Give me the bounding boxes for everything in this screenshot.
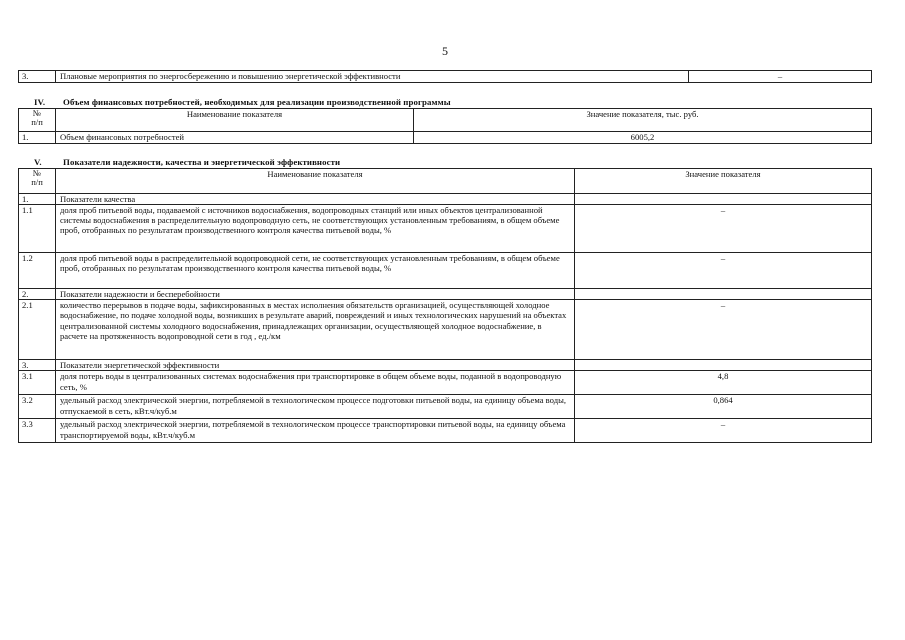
column-header-name: Наименование показателя — [56, 109, 414, 132]
row-value: 0,864 — [575, 395, 872, 419]
row-value: – — [575, 300, 872, 360]
row-value — [575, 289, 872, 300]
table-row — [19, 395, 872, 419]
column-header-number: № п/п — [19, 169, 56, 194]
row-name: доля потерь воды в централизованных системах водоснабжения при транспортировке в общем объеме воды, поданной в водопроводную сеть, % — [56, 371, 575, 395]
column-header-value: Значение показателя — [575, 169, 872, 194]
section-v-table — [18, 168, 872, 443]
row-value — [575, 360, 872, 371]
row-number: 2.1 — [19, 300, 56, 360]
row-name: доля проб питьевой воды в распределительной водопроводной сети, не соответствующих установленным требованиям, в общем объеме проб, отобранных по результатам производственного контроля качества питьевой воды, % — [56, 253, 575, 289]
table-row — [19, 132, 872, 144]
row-number: 3. — [19, 71, 56, 83]
row-name: удельный расход электрической энергии, потребляемой в технологическом процессе транспортировки питьевой воды, на единицу объема транспортируемой воды, кВт.ч/куб.м — [56, 419, 575, 443]
row-name: доля проб питьевой воды, подаваемой с источников водоснабжения, водопроводных станций или иных объектов централизованной системы водоснабжения в распределительную водопроводную сеть, не соответствующих установленным требованиям, в общем объеме проб, отобранных по результатам производственного контроля качества питьевой воды, % — [56, 205, 575, 253]
row-name: Показатели энергетической эффективности — [56, 360, 575, 371]
row-value: – — [689, 71, 872, 83]
table-row — [19, 360, 872, 371]
row-value: 6005,2 — [414, 132, 872, 144]
row-value: 4,8 — [575, 371, 872, 395]
row-number: 1. — [19, 132, 56, 144]
table-row — [19, 289, 872, 300]
row-name: количество перерывов в подаче воды, зафиксированных в местах исполнения обязательств организацией, осуществляющей холодное водоснабжение, по подаче холодной воды, возникших в результате аварий, повреждений и иных технологических нарушений на объектах централизованной системы холодного водоснабжения, принадлежащих организации, осуществляющей холодное водоснабжение, в расчете на протяженность водопроводной сети в год , ед./км — [56, 300, 575, 360]
row-number: 1.2 — [19, 253, 56, 289]
table-row — [19, 300, 872, 360]
section-iii-table — [18, 70, 872, 83]
table-row — [19, 371, 872, 395]
row-name: Плановые мероприятия по энергосбережению и повышению энергетической эффективности — [56, 71, 689, 83]
section-iv-number: IV. — [34, 97, 46, 107]
row-number: 3.1 — [19, 371, 56, 395]
row-name: Объем финансовых потребностей — [56, 132, 414, 144]
page-number: 5 — [442, 44, 448, 58]
row-name: удельный расход электрической энергии, потребляемой в технологическом процессе подготовки питьевой воды, на единицу объема воды, отпускаемой в сеть, кВт.ч/куб.м — [56, 395, 575, 419]
column-header-value: Значение показателя, тыс. руб. — [414, 109, 872, 132]
row-name: Показатели надежности и бесперебойности — [56, 289, 575, 300]
table-row — [19, 71, 872, 83]
row-value: – — [575, 205, 872, 253]
section-v-number: V. — [34, 157, 42, 167]
row-number: 2. — [19, 289, 56, 300]
section-v-title: Показатели надежности, качества и энергетической эффективности — [63, 157, 341, 167]
table-row — [19, 205, 872, 253]
table-header-row — [19, 169, 872, 194]
table-row — [19, 253, 872, 289]
row-number: 1.1 — [19, 205, 56, 253]
row-number: 3.2 — [19, 395, 56, 419]
row-name: Показатели качества — [56, 194, 575, 205]
section-iv-title: Объем финансовых потребностей, необходимых для реализации производственной программы — [63, 97, 451, 107]
row-value — [575, 194, 872, 205]
table-header-row — [19, 109, 872, 132]
column-header-name: Наименование показателя — [56, 169, 575, 194]
row-value: – — [575, 253, 872, 289]
table-row — [19, 419, 872, 443]
row-number: 1. — [19, 194, 56, 205]
table-row — [19, 194, 872, 205]
section-iv-table — [18, 108, 872, 144]
column-header-number: № п/п — [19, 109, 56, 132]
row-value: – — [575, 419, 872, 443]
row-number: 3.3 — [19, 419, 56, 443]
row-number: 3. — [19, 360, 56, 371]
